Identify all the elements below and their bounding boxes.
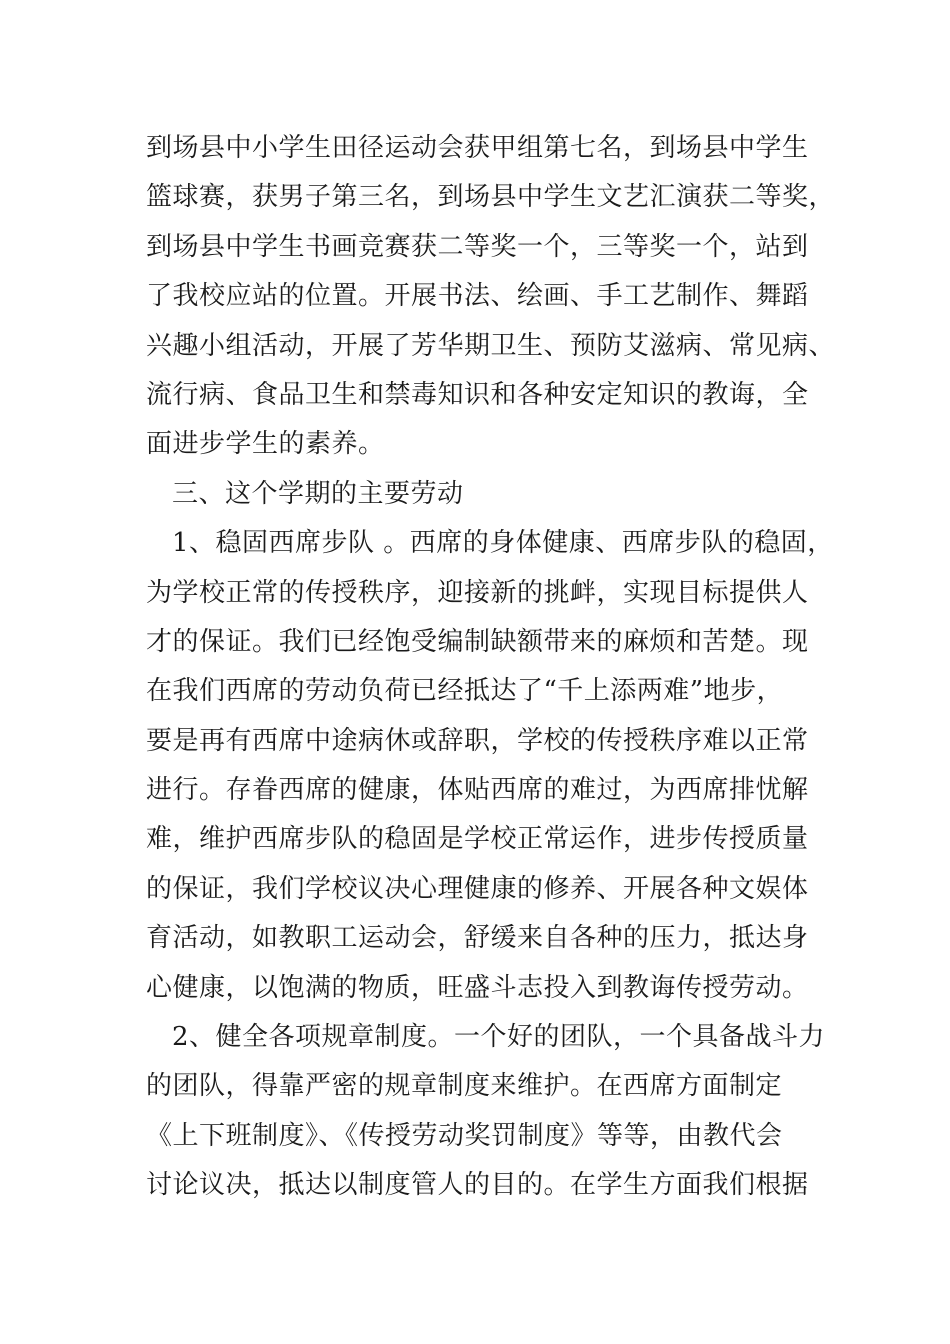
text-line: 的团队，得靠严密的规章制度来维护。在西席方面制定 [146,1071,783,1102]
text-line: 难，维护西席步队的稳固是学校正常运作，进步传授质量 [146,824,809,855]
text-line: 育活动，如教职工运动会，舒缓来自各种的压力，抵达身 [146,923,809,954]
text-line: 到场县中小学生田径运动会获甲组第七名，到场县中学生 [146,133,809,163]
text-line: 进行。存眷西席的健康，体贴西席的难过，为西席排忧解 [146,775,809,806]
body-text [146,124,836,1211]
text-line: 要是再有西席中途病休或辞职，学校的传授秩序难以正常 [146,725,809,756]
paragraph-start: 1、稳固西席步队 。西席的身体健康、西席步队的稳固， [172,528,834,559]
text-line: 兴趣小组活动，开展了芳华期卫生、预防艾滋病、常见病、 [146,330,836,361]
text-line: 流行病、食品卫生和禁毒知识和各种安定知识的教诲，全 [146,379,809,410]
text-line: 才的保证。我们已经饱受编制缺额带来的麻烦和苦楚。现 [146,626,809,657]
text-line: 的保证，我们学校议决心理健康的修养、开展各种文娱体 [146,873,809,904]
paragraph-start: 2、健全各项规章制度。一个好的团队，一个具备战斗力 [172,1022,826,1053]
text-line: 面进步学生的素养。 [146,429,385,460]
text-line: 心健康，以饱满的物质，旺盛斗志投入到教诲传授劳动。 [146,972,809,1003]
text-line: 讨论议决，抵达以制度管人的目的。在学生方面我们根据 [146,1170,809,1201]
text-line: 在我们西席的劳动负荷已经抵达了“千上添两难”地步， [146,676,784,707]
text-line: 了我校应站的位置。开展书法、绘画、手工艺制作、舞蹈 [146,281,809,312]
text-line: 《上下班制度》、《传授劳动奖罚制度》等等，由教代会 [146,1120,783,1151]
text-line: 到场县中学生书画竞赛获二等奖一个，三等奖一个，站到 [146,231,809,262]
text-line: 为学校正常的传授秩序，迎接新的挑衅，实现目标提供人 [146,577,809,608]
section-heading: 三、这个学期的主要劳动 [172,478,464,509]
text-line: 篮球赛，获男子第三名，到场县中学生文艺汇演获二等奖， [146,182,836,213]
